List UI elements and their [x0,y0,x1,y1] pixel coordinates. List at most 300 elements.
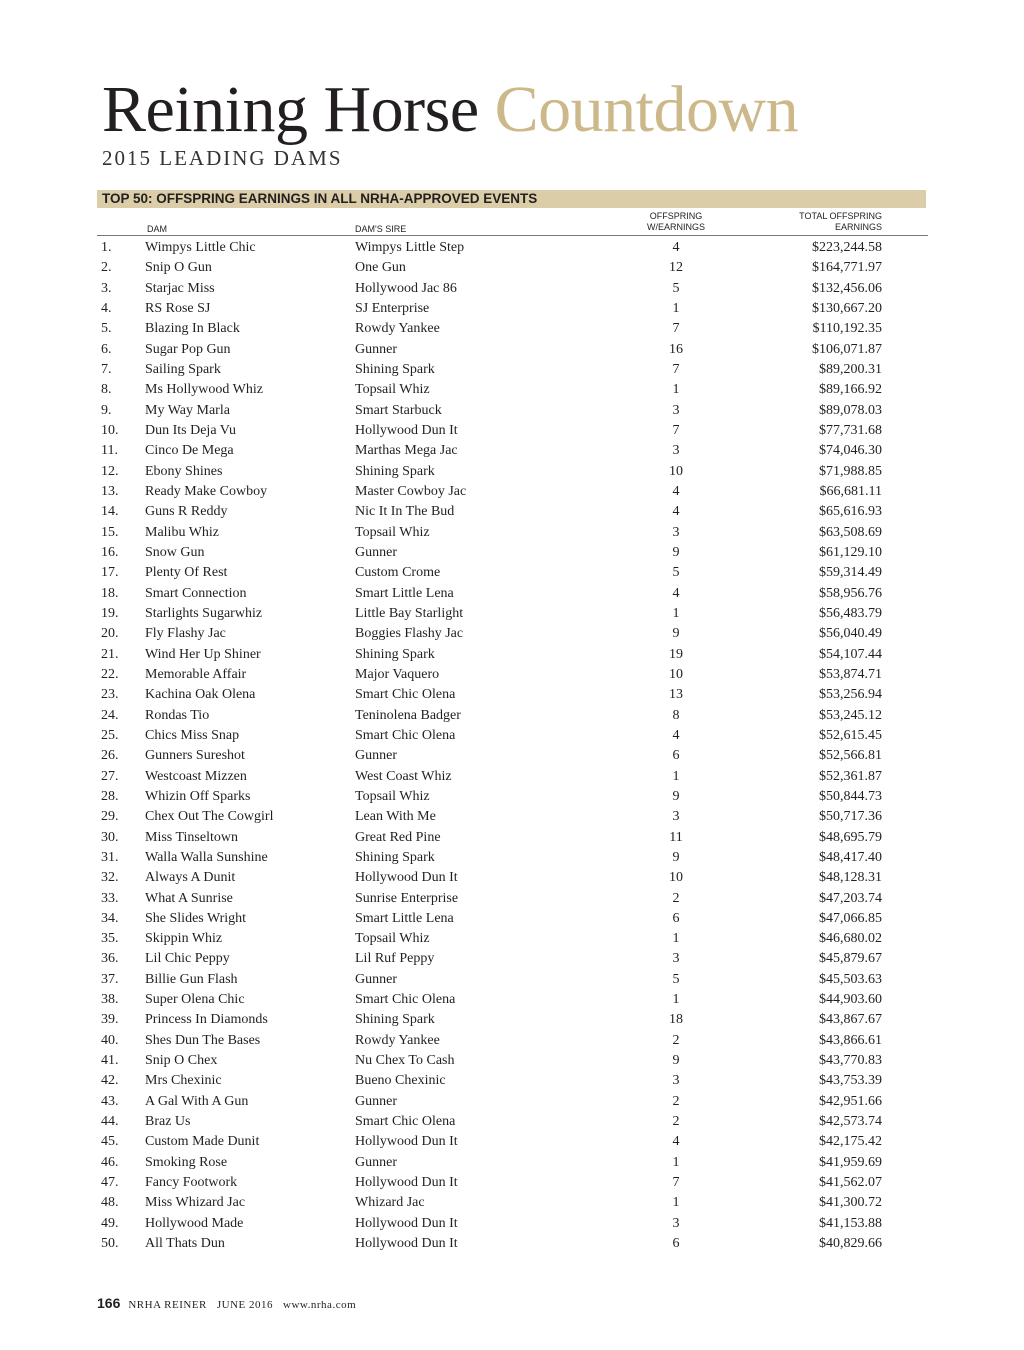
sire-cell: Wimpys Little Step [355,240,465,255]
table-row [0,624,1024,644]
sire-cell: One Gun [355,260,406,276]
sire-cell: Nic It In The Bud [355,504,455,520]
table-row [0,604,1024,624]
rank-cell: 35. [101,931,119,947]
table-row [0,380,1024,400]
offspring-cell: 1 [672,382,680,398]
table-row [0,1071,1024,1091]
offspring-cell: 4 [672,585,680,601]
sire-cell: Teninolena Badger [355,707,461,723]
table-row [0,1031,1024,1051]
offspring-cell: 9 [672,1053,680,1069]
sire-cell: Sunrise Enterprise [355,890,459,906]
dam-cell: Gunners Sureshot [145,748,245,764]
earnings-cell: $74,046.30 [819,443,882,459]
table-row [0,279,1024,299]
table-row [0,543,1024,563]
table-row [0,909,1024,929]
dam-cell: Chics Miss Snap [145,727,240,743]
earnings-cell: $43,866.61 [819,1032,882,1048]
sire-cell: Master Cowboy Jac [355,483,467,499]
offspring-cell: 5 [672,565,680,581]
dam-cell: Smart Connection [145,585,247,601]
earnings-cell: $58,956.76 [819,585,882,601]
rank-cell: 13. [101,483,119,499]
dam-cell: All Thats Dun [145,1236,225,1252]
sire-cell: Major Vaquero [355,666,440,682]
sire-cell: Smart Little Lena [355,910,454,926]
earnings-cell: $54,107.44 [819,646,882,662]
earnings-cell: $130,667.20 [812,300,882,316]
sire-cell: Smart Chic Olena [355,1114,456,1130]
rank-cell: 40. [101,1032,119,1048]
sire-cell: Gunner [355,971,397,987]
earnings-cell: $110,192.35 [812,321,882,337]
offspring-cell: 4 [672,483,680,499]
offspring-cell: 9 [672,849,680,865]
rank-cell: 4. [101,300,112,316]
offspring-cell: 8 [672,707,680,723]
table-row [0,807,1024,827]
footer-publication: NRHA REINER [128,1299,207,1311]
rank-cell: 21. [101,646,119,662]
rank-cell: 5. [101,321,112,337]
dam-cell: A Gal With A Gun [145,1093,249,1109]
dam-cell: Kachina Oak Olena [145,687,256,703]
rank-cell: 2. [101,260,112,276]
offspring-cell: 1 [672,1195,680,1211]
sire-cell: Topsail Whiz [355,788,430,804]
rank-cell: 8. [101,382,112,398]
rank-cell: 41. [101,1053,119,1069]
rank-cell: 22. [101,666,119,682]
table-row [0,482,1024,502]
rank-cell: 33. [101,890,119,906]
table-row [0,299,1024,319]
page-footer [97,1295,356,1311]
earnings-cell: $43,770.83 [819,1053,882,1069]
dam-cell: Guns R Reddy [145,504,228,520]
table-row [0,1214,1024,1234]
sire-cell: Lean With Me [355,809,436,825]
dam-cell: Sugar Pop Gun [145,341,231,357]
sire-cell: Hollywood Dun It [355,1215,458,1231]
footer-issue: JUNE 2016 [216,1299,274,1311]
column-header-dam: DAM [147,224,167,234]
rank-cell: 36. [101,951,119,967]
rank-cell: 48. [101,1195,119,1211]
rank-cell: 15. [101,524,119,540]
earnings-cell: $53,256.94 [819,687,882,703]
earnings-cell: $56,483.79 [819,605,882,621]
offspring-cell: 2 [672,890,680,906]
earnings-cell: $52,615.45 [819,727,882,743]
offspring-cell: 1 [672,300,680,316]
table-row [0,726,1024,746]
dam-cell: Ebony Shines [145,463,223,479]
table-row [0,502,1024,522]
section-title-bar: TOP 50: OFFSPRING EARNINGS IN ALL NRHA-APPROVED EVENTS [97,190,926,208]
dam-cell: Miss Tinseltown [145,829,238,845]
dam-cell: Sailing Spark [145,361,221,377]
earnings-cell: $41,562.07 [819,1175,882,1191]
sire-cell: Hollywood Dun It [355,1175,458,1191]
dam-cell: Always A Dunit [145,870,236,886]
dam-cell: Mrs Chexinic [145,1073,222,1089]
offspring-cell: 3 [672,1215,680,1231]
table-row [0,401,1024,421]
offspring-cell: 10 [669,870,683,886]
offspring-cell: 1 [672,605,680,621]
table-row [0,258,1024,278]
dam-cell: Plenty Of Rest [145,565,228,581]
sire-cell: Smart Chic Olena [355,992,456,1008]
sire-cell: Rowdy Yankee [355,1032,440,1048]
rank-cell: 23. [101,687,119,703]
offspring-cell: 19 [669,646,683,662]
sire-cell: Custom Crome [355,565,441,581]
title-part-1: Reining Horse [102,73,479,146]
offspring-cell: 5 [672,971,680,987]
dam-cell: Chex Out The Cowgirl [145,809,274,825]
dam-cell: Princess In Diamonds [145,1012,268,1028]
sire-cell: Nu Chex To Cash [355,1053,455,1069]
offspring-cell: 3 [672,1073,680,1089]
table-row [0,706,1024,726]
offspring-cell: 4 [672,727,680,743]
table-row [0,685,1024,705]
offspring-cell: 5 [672,280,680,296]
earnings-cell: $89,166.92 [819,382,882,398]
sire-cell: Boggies Flashy Jac [355,626,464,642]
earnings-cell: $42,573.74 [819,1114,882,1130]
sire-cell: Smart Little Lena [355,585,454,601]
rank-cell: 42. [101,1073,119,1089]
offspring-cell: 9 [672,626,680,642]
rank-cell: 19. [101,605,119,621]
rank-cell: 14. [101,504,119,520]
table-row [0,970,1024,990]
table-row [0,848,1024,868]
table-row [0,1234,1024,1254]
rank-cell: 1. [101,240,112,255]
dam-cell: Snip O Gun [145,260,212,276]
table-row [0,787,1024,807]
offspring-cell: 7 [672,422,680,438]
rank-cell: 49. [101,1215,119,1231]
dam-cell: Fly Flashy Jac [145,626,226,642]
table-row [0,1010,1024,1030]
dam-cell: RS Rose SJ [145,300,211,316]
sire-cell: Gunner [355,1093,397,1109]
offspring-cell: 1 [672,768,680,784]
offspring-cell: 4 [672,504,680,520]
earnings-cell: $48,417.40 [819,849,882,865]
earnings-cell: $47,203.74 [819,890,882,906]
table-row [0,645,1024,665]
column-header-offspring-line1: OFFSPRING [649,211,703,221]
table-row [0,1153,1024,1173]
dam-cell: Blazing In Black [145,321,240,337]
offspring-cell: 4 [672,240,680,255]
offspring-cell: 9 [672,788,680,804]
offspring-cell: 7 [672,361,680,377]
offspring-cell: 10 [669,666,683,682]
rank-cell: 30. [101,829,119,845]
dam-cell: Skippin Whiz [145,931,223,947]
offspring-cell: 6 [672,910,680,926]
offspring-cell: 13 [669,687,683,703]
dam-cell: Whizin Off Sparks [145,788,251,804]
rank-cell: 26. [101,748,119,764]
table-row [0,584,1024,604]
rank-cell: 12. [101,463,119,479]
rank-cell: 25. [101,727,119,743]
sire-cell: Hollywood Dun It [355,422,458,438]
title-part-2: Countdown [494,73,799,146]
offspring-cell: 1 [672,1154,680,1170]
rank-cell: 43. [101,1093,119,1109]
earnings-cell: $65,616.93 [819,504,882,520]
sire-cell: Gunner [355,341,397,357]
dam-cell: Snow Gun [145,544,205,560]
header-divider [97,235,928,236]
table-row [0,360,1024,380]
dam-cell: Super Olena Chic [145,992,245,1008]
sire-cell: SJ Enterprise [355,300,430,316]
table-row [0,523,1024,543]
offspring-cell: 1 [672,931,680,947]
rank-cell: 27. [101,768,119,784]
table-row [0,990,1024,1010]
earnings-cell: $45,879.67 [819,951,882,967]
dam-cell: Walla Walla Sunshine [145,849,268,865]
table-row [0,421,1024,441]
table-row [0,828,1024,848]
dam-cell: Braz Us [145,1114,191,1130]
offspring-cell: 9 [672,544,680,560]
sire-cell: Marthas Mega Jac [355,443,458,459]
page-number: 166 [97,1295,121,1311]
earnings-cell: $50,717.36 [819,809,882,825]
rank-cell: 46. [101,1154,119,1170]
offspring-cell: 3 [672,809,680,825]
table-row [0,767,1024,787]
earnings-cell: $59,314.49 [819,565,882,581]
sire-cell: West Coast Whiz [355,768,452,784]
dam-cell: Custom Made Dunit [145,1134,260,1150]
earnings-cell: $89,078.03 [819,402,882,418]
offspring-cell: 1 [672,992,680,1008]
offspring-cell: 3 [672,524,680,540]
table-row [0,1193,1024,1213]
rank-cell: 20. [101,626,119,642]
earnings-cell: $48,128.31 [819,870,882,886]
sire-cell: Topsail Whiz [355,382,430,398]
sire-cell: Lil Ruf Peppy [355,951,435,967]
sire-cell: Shining Spark [355,646,435,662]
column-header-offspring-line2: W/EARNINGS [646,222,705,232]
sire-cell: Hollywood Dun It [355,870,458,886]
rank-cell: 32. [101,870,119,886]
leading-dams-table [0,238,1024,1254]
offspring-cell: 10 [669,463,683,479]
rank-cell: 17. [101,565,119,581]
rank-cell: 50. [101,1236,119,1252]
offspring-cell: 12 [669,260,683,276]
table-row [0,1092,1024,1112]
earnings-cell: $66,681.11 [819,483,882,499]
offspring-cell: 18 [669,1012,683,1028]
dam-cell: What A Sunrise [145,890,233,906]
sire-cell: Whizard Jac [355,1195,425,1211]
table-row [0,238,1024,258]
dam-cell: Lil Chic Peppy [145,951,230,967]
earnings-cell: $40,829.66 [819,1236,882,1252]
dam-cell: Cinco De Mega [145,443,234,459]
earnings-cell: $63,508.69 [819,524,882,540]
sire-cell: Great Red Pine [355,829,441,845]
sire-cell: Smart Chic Olena [355,687,456,703]
earnings-cell: $42,951.66 [819,1093,882,1109]
sire-cell: Topsail Whiz [355,524,430,540]
offspring-cell: 6 [672,748,680,764]
offspring-cell: 3 [672,402,680,418]
earnings-cell: $61,129.10 [819,544,882,560]
earnings-cell: $44,903.60 [819,992,882,1008]
dam-cell: My Way Marla [145,402,230,418]
table-row [0,1051,1024,1071]
sire-cell: Smart Starbuck [355,402,442,418]
table-row [0,319,1024,339]
sire-cell: Smart Chic Olena [355,727,456,743]
earnings-cell: $53,874.71 [819,666,882,682]
dam-cell: Shes Dun The Bases [145,1032,261,1048]
offspring-cell: 2 [672,1114,680,1130]
earnings-cell: $48,695.79 [819,829,882,845]
table-row [0,746,1024,766]
earnings-cell: $223,244.58 [812,240,882,255]
sire-cell: Gunner [355,748,397,764]
earnings-cell: $106,071.87 [812,341,882,357]
rank-cell: 39. [101,1012,119,1028]
dam-cell: Malibu Whiz [145,524,220,540]
table-row [0,1112,1024,1132]
rank-cell: 44. [101,1114,119,1130]
column-header-sire: DAM'S SIRE [355,224,407,234]
earnings-cell: $52,361.87 [819,768,882,784]
rank-cell: 24. [101,707,119,723]
earnings-cell: $43,867.67 [819,1012,882,1028]
earnings-cell: $89,200.31 [819,361,882,377]
dam-cell: Hollywood Made [145,1215,244,1231]
earnings-cell: $50,844.73 [819,788,882,804]
earnings-cell: $41,300.72 [819,1195,882,1211]
column-header-earnings [760,211,882,235]
rank-cell: 45. [101,1134,119,1150]
sire-cell: Shining Spark [355,463,435,479]
dam-cell: Westcoast Mizzen [145,768,247,784]
table-row [0,340,1024,360]
column-header-earnings-line2: EARNINGS [834,222,882,232]
dam-cell: Wimpys Little Chic [145,240,256,255]
earnings-cell: $132,456.06 [812,280,882,296]
offspring-cell: 7 [672,321,680,337]
column-header-earnings-line1: TOTAL OFFSPRING [799,211,882,221]
earnings-cell: $77,731.68 [819,422,882,438]
dam-cell: Snip O Chex [145,1053,218,1069]
rank-cell: 16. [101,544,119,560]
offspring-cell: 11 [669,829,683,845]
dam-cell: Memorable Affair [145,666,247,682]
sire-cell: Gunner [355,544,397,560]
table-row [0,889,1024,909]
dam-cell: Dun Its Deja Vu [145,422,237,438]
earnings-cell: $47,066.85 [819,910,882,926]
offspring-cell: 3 [672,443,680,459]
dam-cell: Billie Gun Flash [145,971,238,987]
earnings-cell: $164,771.97 [812,260,882,276]
sire-cell: Rowdy Yankee [355,321,440,337]
rank-cell: 11. [101,443,118,459]
offspring-cell: 2 [672,1032,680,1048]
rank-cell: 7. [101,361,112,377]
dam-cell: Smoking Rose [145,1154,228,1170]
table-row [0,929,1024,949]
sire-cell: Shining Spark [355,361,435,377]
dam-cell: Ready Make Cowboy [145,483,268,499]
dam-cell: Starjac Miss [145,280,215,296]
table-row [0,1173,1024,1193]
dam-cell: Fancy Footwork [145,1175,238,1191]
earnings-cell: $42,175.42 [819,1134,882,1150]
sire-cell: Hollywood Dun It [355,1134,458,1150]
sire-cell: Topsail Whiz [355,931,430,947]
rank-cell: 28. [101,788,119,804]
offspring-cell: 3 [672,951,680,967]
earnings-cell: $41,959.69 [819,1154,882,1170]
rank-cell: 6. [101,341,112,357]
sire-cell: Shining Spark [355,849,435,865]
sire-cell: Shining Spark [355,1012,435,1028]
offspring-cell: 4 [672,1134,680,1150]
dam-cell: Wind Her Up Shiner [145,646,261,662]
page-title [102,70,798,150]
earnings-cell: $46,680.02 [819,931,882,947]
footer-website: www.nrha.com [283,1299,357,1311]
dam-cell: Miss Whizard Jac [145,1195,246,1211]
table-row [0,868,1024,888]
sire-cell: Hollywood Dun It [355,1236,458,1252]
table-row [0,563,1024,583]
rank-cell: 29. [101,809,119,825]
dam-cell: She Slides Wright [145,910,247,926]
earnings-cell: $71,988.85 [819,463,882,479]
rank-cell: 37. [101,971,119,987]
earnings-cell: $53,245.12 [819,707,882,723]
offspring-cell: 2 [672,1093,680,1109]
sire-cell: Gunner [355,1154,397,1170]
earnings-cell: $43,753.39 [819,1073,882,1089]
rank-cell: 34. [101,910,119,926]
rank-cell: 10. [101,422,119,438]
page-subtitle: 2015 LEADING DAMS [102,146,343,170]
rank-cell: 3. [101,280,112,296]
rank-cell: 38. [101,992,119,1008]
rank-cell: 9. [101,402,112,418]
earnings-cell: $56,040.49 [819,626,882,642]
table-row [0,665,1024,685]
